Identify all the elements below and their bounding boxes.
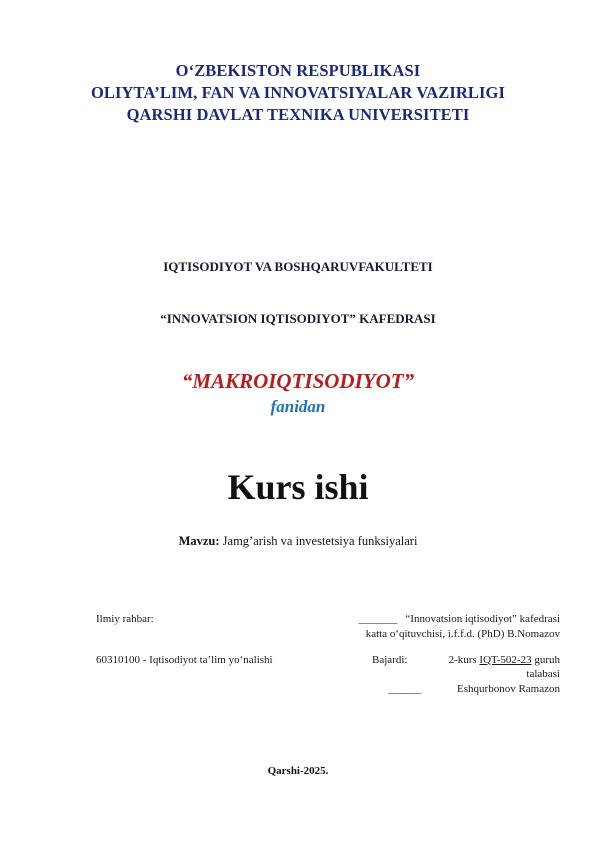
subject-title: “MAKROIQTISODIYOT” [181, 369, 415, 393]
study-program: 60310100 - Iqtisodiyot ta’lim yo‘nalishi [96, 654, 273, 666]
student-signature-blank: ______ [388, 683, 421, 695]
supervisor-title: katta o‘qituvchisi, i.f.f.d. (PhD) B.Nomazov [365, 628, 560, 640]
faculty-name: IQTISODIYOT VA BOSHQARUVFAKULTETI [163, 259, 433, 274]
header-ministry: OLIYTA’LIM, FAN VA INNOVATSIYALAR VAZIRLIGI [90, 83, 505, 102]
student-course: 2-kurs [448, 654, 477, 666]
student-group-line [449, 654, 560, 666]
subject-suffix: fanidan [270, 397, 326, 416]
city-year: Qarshi-2025. [267, 765, 329, 777]
topic [0, 534, 596, 549]
topic-value: Jamg’arish va investetsiya funksiyalari [222, 534, 418, 548]
student-group-suffix: guruh [534, 654, 560, 666]
student-role: talabasi [526, 668, 560, 680]
ministry-header [0, 60, 596, 126]
supervisor-signature-blank: _______ [358, 613, 398, 625]
topic-label: Mavzu: [178, 534, 220, 548]
student-name: Eshqurbonov Ramazon [457, 683, 560, 695]
department-name: “INNOVATSION IQTISODIYOT” KAFEDRASI [160, 311, 436, 326]
supervisor-line1 [359, 613, 560, 625]
supervisor-department: “Innovatsion iqtisodiyot” kafedrasi [405, 613, 560, 625]
student-group: IQT-502-23 [479, 654, 532, 666]
document-title: Kurs ishi [227, 467, 369, 507]
header-university: QARSHI DAVLAT TEXNIKA UNIVERSITETI [126, 105, 470, 124]
supervisor-label: Ilmiy rahbar: [96, 613, 154, 625]
header-country: O‘ZBEKISTON RESPUBLIKASI [175, 61, 421, 80]
student-label: Bajardi: [372, 654, 408, 666]
